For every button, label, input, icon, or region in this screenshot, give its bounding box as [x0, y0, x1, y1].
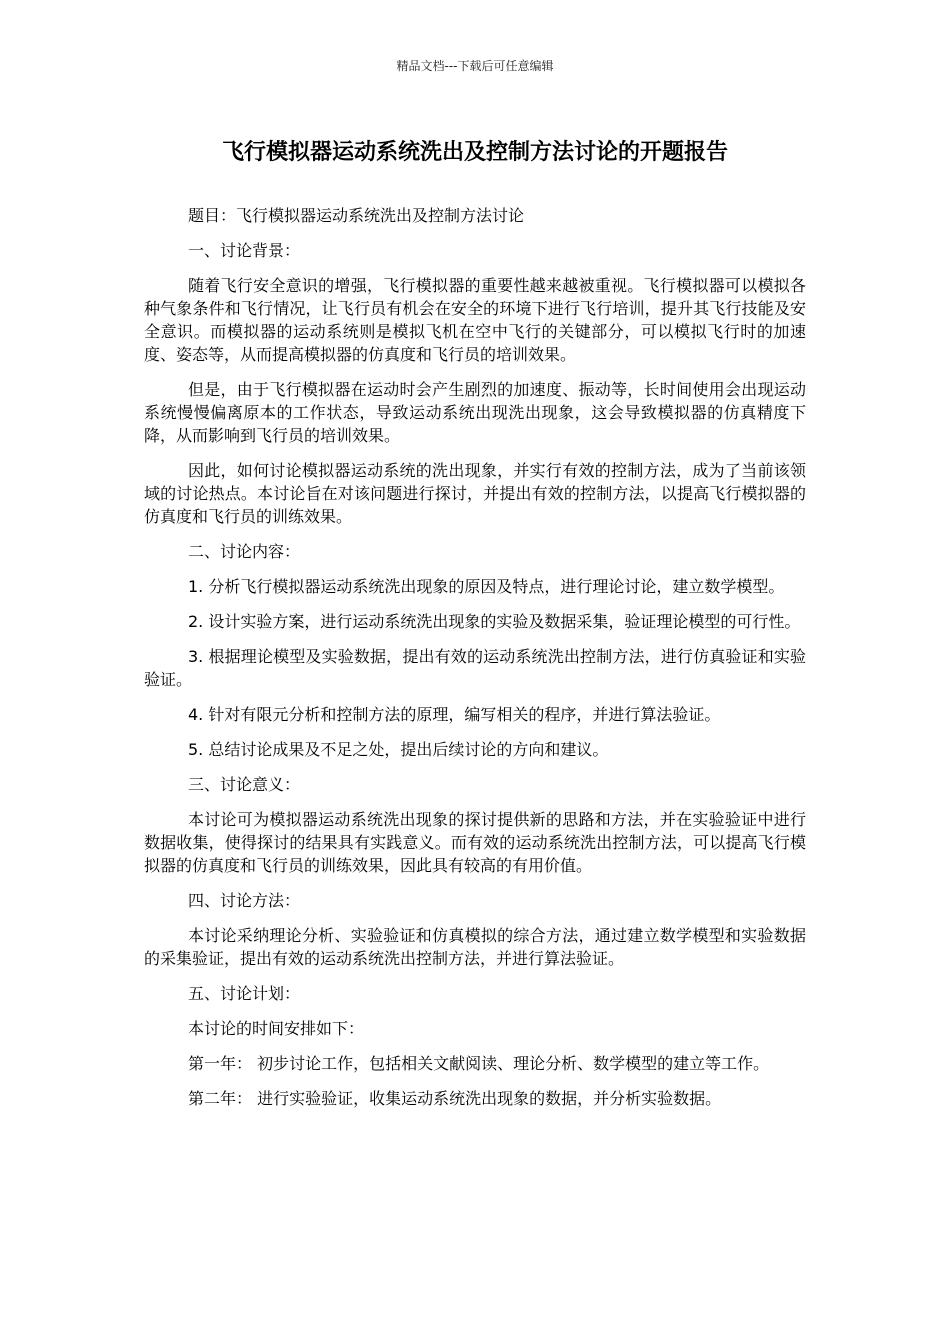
significance-paragraph: 本讨论可为模拟器运动系统洗出现象的探讨提供新的思路和方法，并在实验验证中进行数据收集，使得探讨的结果具有实践意义。而有效的运动系统洗出控制方法，可以提高飞行模拟器的仿真度和飞行员的训练效果，因此具有较高的有用价值。 [144, 810, 806, 875]
content-item-2: 2. 设计实验方案，进行运动系统洗出现象的实验及数据采集，验证理论模型的可行性。 [188, 612, 801, 631]
plan-intro: 本讨论的时间安排如下： [188, 1019, 365, 1038]
methods-paragraph: 本讨论采纳理论分析、实验验证和仿真模拟的综合方法，通过建立数学模型和实验数据的采集验证，提出有效的运动系统洗出控制方法，并进行算法验证。 [144, 926, 806, 968]
content-item-1: 1. 分析飞行模拟器运动系统洗出现象的原因及特点，进行理论讨论，建立数学模型。 [188, 577, 785, 596]
section-heading-significance: 三、讨论意义： [188, 775, 301, 794]
content-item-3: 3. 根据理论模型及实验数据，提出有效的运动系统洗出控制方法，进行仿真验证和实验验证。 [144, 647, 806, 689]
document-body [144, 204, 806, 1122]
plan-year-2: 第二年： 进行实验验证，收集运动系统洗出现象的数据，并分析实验数据。 [188, 1089, 722, 1108]
section-heading-methods: 四、讨论方法： [188, 891, 301, 910]
plan-year-1: 第一年： 初步讨论工作，包括相关文献阅读、理论分析、数学模型的建立等工作。 [188, 1054, 770, 1073]
section-heading-background: 一、讨论背景： [188, 241, 301, 260]
content-item-4: 4. 针对有限元分析和控制方法的原理，编写相关的程序，并进行算法验证。 [188, 705, 721, 724]
background-paragraph-3: 因此，如何讨论模拟器运动系统的洗出现象，并实行有效的控制方法，成为了当前该领域的讨论热点。本讨论旨在对该问题进行探讨，并提出有效的控制方法，以提高飞行模拟器的仿真度和飞行员的训练效果。 [144, 461, 806, 526]
document-title: 飞行模拟器运动系统洗出及控制方法讨论的开题报告 [221, 140, 728, 165]
topic-line: 题目：飞行模拟器运动系统洗出及控制方法讨论 [188, 206, 525, 225]
page-header: 精品文档---下载后可任意编辑 [396, 59, 554, 73]
background-paragraph-2: 但是，由于飞行模拟器在运动时会产生剧烈的加速度、振动等，长时间使用会出现运动系统慢慢偏离原本的工作状态，导致运动系统出现洗出现象，这会导致模拟器的仿真精度下降，从而影响到飞行员的培训效果。 [144, 380, 806, 445]
background-paragraph-1: 随着飞行安全意识的增强，飞行模拟器的重要性越来越被重视。飞行模拟器可以模拟各种气象条件和飞行情况，让飞行员有机会在安全的环境下进行飞行培训，提升其飞行技能及安全意识。而模拟器的运动系统则是模拟飞机在空中飞行的关键部分，可以模拟飞行时的加速度、姿态等，从而提高模拟器的仿真度和飞行员的培训效果。 [144, 276, 806, 364]
section-heading-plan: 五、讨论计划： [188, 984, 301, 1003]
content-item-5: 5. 总结讨论成果及不足之处，提出后续讨论的方向和建议。 [188, 740, 609, 759]
section-heading-content: 二、讨论内容： [188, 542, 301, 561]
